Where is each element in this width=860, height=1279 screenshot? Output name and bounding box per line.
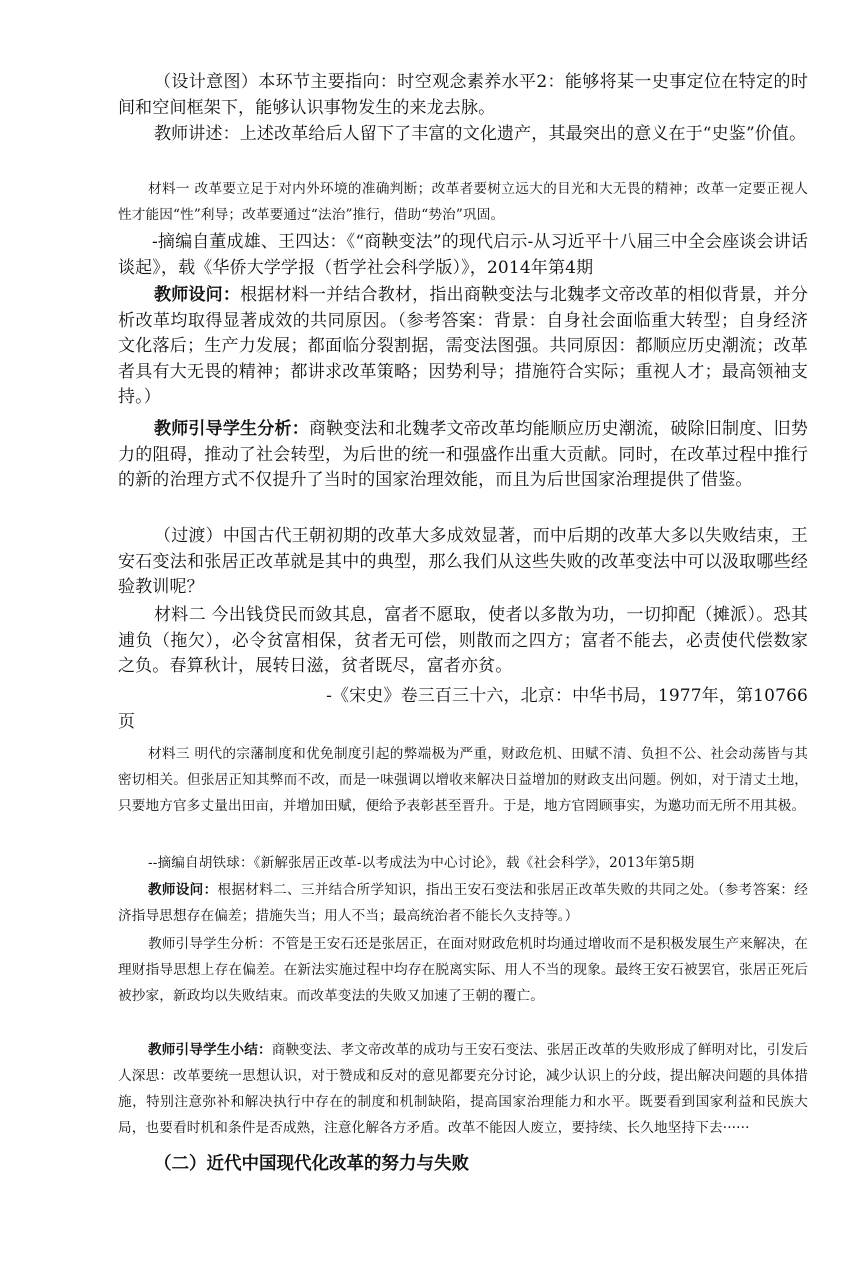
teacher-talk-paragraph: 教师讲述：上述改革给后人留下了丰富的文化遗产，其最突出的意义在于“史鉴”价值。 bbox=[154, 124, 807, 144]
design-intent-paragraph: （设计意图）本环节主要指向：时空观念素养水平2：能够将某一史事定位在特定的时间和空间框架下，能够认识事物发生的来龙去脉。 bbox=[118, 72, 808, 118]
section-heading: （二）近代中国现代化改革的努力与失败 bbox=[154, 1154, 469, 1174]
summary-label: 教师引导学生小结： bbox=[148, 1042, 272, 1058]
material-three-paragraph: 材料三 明代的宗藩制度和优免制度引起的弊端极为严重，财政危机、田赋不清、负担不公、社会动荡皆与其密切相关。但张居正知其弊而不改，而是一味强调以增收来解决日益增加的财政支出问题。例如，对于清丈土地，只要地方官多丈量出田亩，并增加田赋，便给予表彰甚至晋升。于是，地方官罔顾事实，为邀功而无所不用其极。 bbox=[118, 746, 808, 814]
teacher-analysis-one bbox=[118, 417, 808, 494]
material-two-source-end: 页 bbox=[118, 712, 136, 732]
material-one-source: -摘编自董成雄、王四达：《“商鞅变法”的现代启示-从习近平十八届三中全会座谈会讲话谈起》，载《华侨大学学报（哲学社会科学版）》，2014年第4期 bbox=[118, 232, 808, 278]
material-two-source: -《宋史》卷三百三十六，北京：中华书局，1977年，第10766 bbox=[326, 686, 808, 706]
question-two-text: 根据材料二、三并结合所学知识，指出王安石变法和张居正改革失败的共同之处。（参考答案：经济指导思想存在偏差；措施失当；用人不当；最高统治者不能长久支持等。） bbox=[118, 882, 809, 924]
teacher-question-one bbox=[118, 283, 808, 411]
analysis-one-text: 商鞅变法和北魏孝文帝改革均能顺应历史潮流，破除旧制度、旧势力的阻碍，推动了社会转型，为后世的统一和强盛作出重大贡献。同时，在改革过程中推行的新的治理方式不仅提升了当时的国家治理效能，而且为后世国家治理提供了借鉴。 bbox=[118, 419, 808, 490]
material-three-source: --摘编自胡铁球：《新解张居正改革-以考成法为中心讨论》，载《社会科学》，2013年第5期 bbox=[148, 855, 695, 871]
teacher-summary bbox=[118, 1037, 808, 1141]
teacher-analysis-two: 教师引导学生分析：不管是王安石还是张居正，在面对财政危机时均通过增收而不是积极发展生产来解决，在理财指导思想上存在偏差。在新法实施过程中均存在脱离实际、用人不当的现象。最终王安石被罢官，张居正死后被抄家，新政均以失败结束。而改革变法的失败又加速了王朝的覆亡。 bbox=[118, 936, 808, 1004]
question-one-label: 教师设问： bbox=[154, 285, 241, 305]
material-one-paragraph: 材料一 改革要立足于对内外环境的准确判断；改革者要树立远大的目光和大无畏的精神；改革一定要正视人性才能因“性”利导；改革要通过“法治”推行，借助“势治”巩固。 bbox=[118, 181, 808, 223]
transition-paragraph: （过渡）中国古代王朝初期的改革大多成效显著，而中后期的改革大多以失败结束，王安石变法和张居正改革就是其中的典型，那么我们从这些失败的改革变法中可以汲取哪些经验教训呢？ bbox=[118, 526, 808, 597]
teacher-question-two bbox=[118, 877, 808, 929]
question-one-text: 根据材料一并结合教材，指出商鞅变法与北魏孝文帝改革的相似背景，并分析改革均取得显著成效的共同原因。（参考答案：背景：自身社会面临重大转型；自身经济文化落后；生产力发展；都面临分裂割据，需变法图强。共同原因：都顺应历史潮流；改革者具有大无畏的精神；都讲求改革策略；因势利导；措施符合实际；重视人才；最高领袖支持。） bbox=[118, 285, 808, 407]
summary-text: 商鞅变法、孝文帝改革的成功与王安石变法、张居正改革的失败形成了鲜明对比，引发后人深思：改革要统一思想认识，对于赞成和反对的意见都要充分讨论，减少认识上的分歧，提出解决问题的具体措施，特别注意弥补和解决执行中存在的制度和机制缺陷，提高国家治理能力和水平。既要看到国家利益和民族大局，也要看时机和条件是否成熟，注意化解各方矛盾。改革不能因人废立，要持续、长久地坚持下去······ bbox=[118, 1042, 808, 1136]
question-two-label: 教师设问： bbox=[148, 882, 218, 898]
analysis-one-label: 教师引导学生分析： bbox=[154, 419, 309, 439]
material-two-paragraph: 材料二 今出钱贷民而敛其息，富者不愿取，使者以多散为功，一切抑配（摊派）。恐其逋负（拖欠），必令贫富相保，贫者无可偿，则散而之四方；富者不能去，必责使代偿数家之负。春算秋计，展转日滋，贫者既尽，富者亦贫。 bbox=[118, 605, 808, 676]
